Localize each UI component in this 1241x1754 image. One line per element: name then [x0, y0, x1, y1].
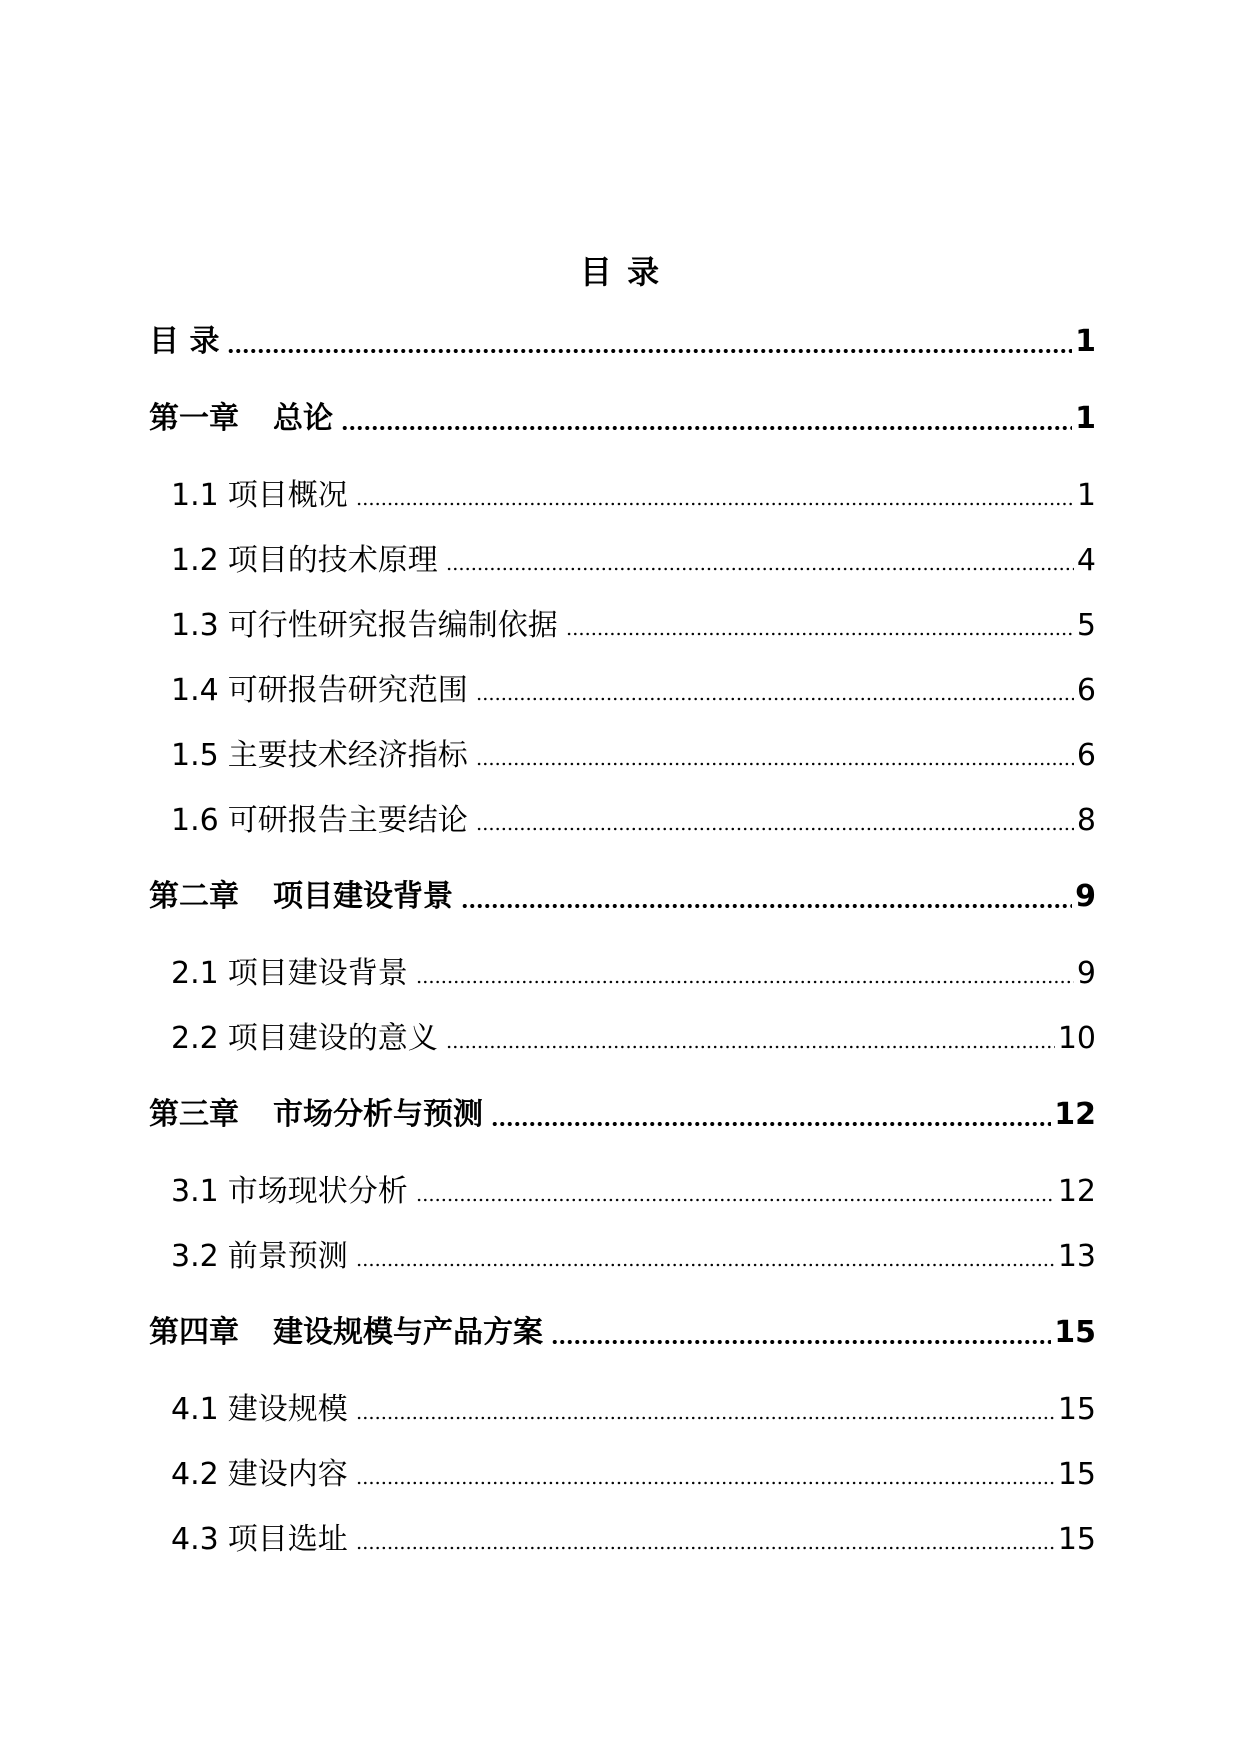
toc-section-title: 项目建设背景 [227, 956, 408, 991]
toc-entry-chapter-2[interactable] [149, 875, 1096, 919]
toc-entry-section-1-2[interactable] [171, 539, 1096, 583]
toc-dot-leader [356, 1235, 1055, 1279]
toc-page-number: 6 [1076, 738, 1096, 773]
toc-section-title: 项目的技术原理 [227, 543, 438, 578]
toc-chapter-title: 项目建设背景 [273, 879, 453, 914]
toc-page-number: 15 [1054, 1315, 1096, 1350]
toc-section-number: 2.2 [171, 1021, 219, 1056]
toc-section-title: 项目建设的意义 [227, 1021, 438, 1056]
toc-dot-leader [476, 799, 1074, 843]
toc-section-number: 1.3 [171, 608, 219, 643]
toc-entry-section-4-3[interactable] [171, 1518, 1096, 1562]
toc-section-number: 2.1 [171, 956, 219, 991]
toc-page-number: 9 [1075, 879, 1096, 914]
toc-dot-leader [476, 669, 1074, 713]
toc-dot-leader [446, 1017, 1055, 1061]
toc-section-title: 建设规模 [227, 1392, 348, 1427]
toc-chapter-number: 第二章 [149, 879, 239, 914]
toc-section-title: 项目选址 [227, 1522, 348, 1557]
toc-dot-leader [356, 474, 1074, 518]
toc-page-number: 6 [1076, 673, 1096, 708]
toc-entry-chapter-4[interactable] [149, 1311, 1096, 1355]
toc-page-number: 12 [1054, 1097, 1096, 1132]
toc-page-number: 1 [1075, 401, 1096, 436]
toc-dot-leader [341, 397, 1072, 441]
toc-page-number: 1 [1075, 324, 1096, 359]
toc-section-number: 1.1 [171, 478, 219, 513]
toc-entry-section-1-4[interactable] [171, 669, 1096, 713]
toc-section-title: 可研报告主要结论 [227, 803, 468, 838]
toc-section-title: 市场现状分析 [227, 1174, 408, 1209]
page-title: 目 录 [579, 253, 662, 291]
toc-section-number: 1.5 [171, 738, 219, 773]
toc-chapter-title: 建设规模与产品方案 [273, 1315, 543, 1350]
toc-section-number: 4.1 [171, 1392, 219, 1427]
toc-entry-section-3-2[interactable] [171, 1235, 1096, 1279]
toc-dot-leader [551, 1311, 1051, 1355]
toc-dot-leader [476, 734, 1074, 778]
toc-section-number: 3.1 [171, 1174, 219, 1209]
toc-section-title: 可行性研究报告编制依据 [227, 608, 558, 643]
toc-entry-section-1-5[interactable] [171, 734, 1096, 778]
toc-dot-leader [356, 1453, 1055, 1497]
toc-section-number: 3.2 [171, 1239, 219, 1274]
toc-page-number: 9 [1076, 956, 1096, 991]
toc-chapter-number: 第三章 [149, 1097, 239, 1132]
toc-chapter-number: 第四章 [149, 1315, 239, 1350]
toc-page-number: 15 [1057, 1522, 1096, 1557]
toc-chapter-title: 总论 [273, 401, 333, 436]
toc-entry-section-1-6[interactable] [171, 799, 1096, 843]
toc-entry-chapter-3[interactable] [149, 1093, 1096, 1137]
toc-section-title: 项目概况 [227, 478, 348, 513]
toc-section-number: 4.3 [171, 1522, 219, 1557]
toc-dot-leader [491, 1093, 1051, 1137]
toc-page-number: 10 [1057, 1021, 1096, 1056]
toc-page-number: 5 [1076, 608, 1096, 643]
toc-page-number: 8 [1076, 803, 1096, 838]
toc-section-number: 1.2 [171, 543, 219, 578]
toc-page-number: 1 [1076, 478, 1096, 513]
toc-dot-leader [356, 1518, 1055, 1562]
toc-dot-leader [416, 1170, 1055, 1214]
toc-page-number: 15 [1057, 1392, 1096, 1427]
toc-section-number: 4.2 [171, 1457, 219, 1492]
toc-entry-section-4-2[interactable] [171, 1453, 1096, 1497]
toc-entry-chapter-1[interactable] [149, 397, 1096, 441]
toc-page-number: 15 [1057, 1457, 1096, 1492]
toc-section-title: 前景预测 [227, 1239, 348, 1274]
toc-entry-label: 目 录 [149, 324, 220, 359]
toc-entry-section-2-2[interactable] [171, 1017, 1096, 1061]
toc-entry-section-1-3[interactable] [171, 604, 1096, 648]
toc-dot-leader [446, 539, 1074, 583]
toc-section-title: 建设内容 [227, 1457, 348, 1492]
toc-page-number: 13 [1057, 1239, 1096, 1274]
toc-dot-leader [566, 604, 1074, 648]
toc-section-title: 主要技术经济指标 [227, 738, 468, 773]
toc-dot-leader [227, 320, 1072, 364]
toc-entry-contents[interactable] [149, 320, 1096, 364]
toc-chapter-number: 第一章 [149, 401, 239, 436]
toc-dot-leader [416, 952, 1074, 996]
toc-section-number: 1.4 [171, 673, 219, 708]
toc-entry-section-3-1[interactable] [171, 1170, 1096, 1214]
toc-dot-leader [461, 875, 1072, 919]
toc-entry-section-1-1[interactable] [171, 474, 1096, 518]
toc-entry-section-4-1[interactable] [171, 1388, 1096, 1432]
toc-page-number: 4 [1076, 543, 1096, 578]
toc-dot-leader [356, 1388, 1055, 1432]
toc-section-number: 1.6 [171, 803, 219, 838]
toc-section-title: 可研报告研究范围 [227, 673, 468, 708]
toc-page-number: 12 [1057, 1174, 1096, 1209]
toc-chapter-title: 市场分析与预测 [273, 1097, 483, 1132]
toc-entry-section-2-1[interactable] [171, 952, 1096, 996]
